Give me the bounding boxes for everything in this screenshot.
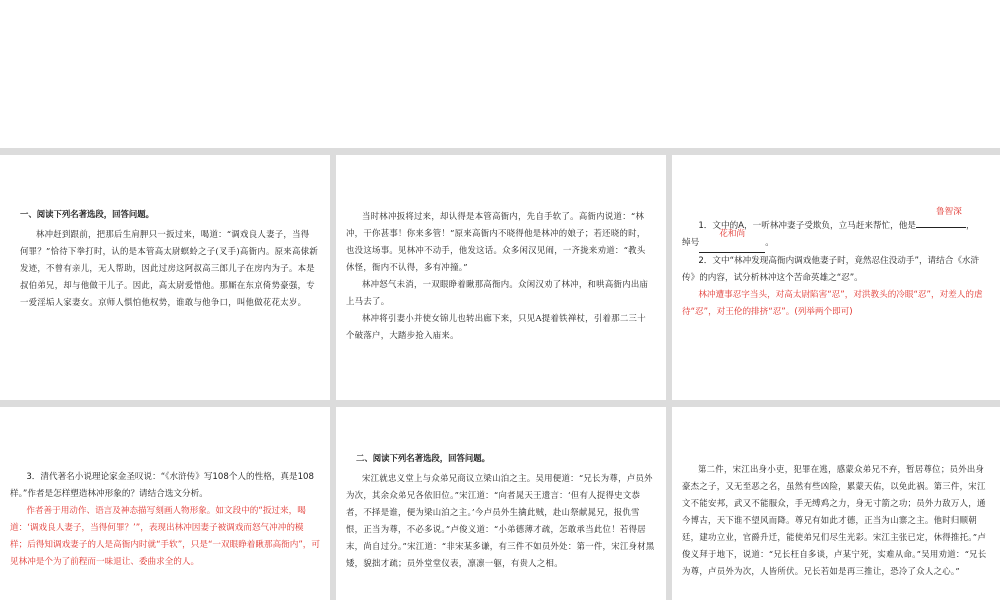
top-blank-area (0, 0, 1000, 148)
question-2: 2．文中“林冲发现高衙内调戏他妻子时，竟然忍住没动手”，请结合《水浒传》的内容，试分析林冲这个苦命英雄之“忍”。 (682, 256, 980, 283)
answer-2: 林冲遭事忍字当头，对高太尉陷害“忍”，对洪教头的冷眼“忍”，对差人的虐待“忍”，对王伦的排挤“忍”。(列举两个即可) (682, 290, 983, 317)
question-3: 3．清代著名小说理论家金圣叹说：“《水浒传》写108个人的性格，真是108样。”作者是怎样塑造林冲形象的？请结合选文分析。 (10, 472, 314, 499)
passage-paragraph: 第二件，宋江出身小吏，犯罪在逃，感蒙众弟兄不弃，暂居尊位；员外出身豪杰之子，又无至恶之名，虽然有些凶险，累蒙天佑，以免此祸。第三件，宋江文不能安邦，武又不能服众，手无缚鸡之力，身无寸箭之功；员外力敌万人，通今博古，天下谁不望风而降。尊兄有如此才德，正当为山寨之主。他时归顺朝廷，建功立业，官爵升迁，能使弟兄们尽生光彩。宋江主张已定，休得推托。”卢俊义拜于地下，说道：“兄长枉自多谈，卢某宁死，实难从命。”吴用劝道：“兄长为尊，卢员外为次，人皆所伏。兄长若如是再三推让，恐冷了众人之心。” (682, 464, 987, 576)
section-heading: 二、阅读下列名著选段，回答问题。 (356, 453, 490, 463)
question-1: 1．文中的A，一听林冲妻子受欺负，立马赶来帮忙，他是 ， (682, 217, 990, 235)
answer-name: 鲁智深 (936, 207, 962, 217)
passage-paragraph: 林冲怒气未消，一双眼睁着瞅那高衙内。众闲汉劝了林冲，和哄高衙内出庙上马去了。 (346, 279, 649, 306)
passage-paragraph: 当时林冲扳将过来，却认得是本管高衙内，先自手软了。高衙内说道：“林冲，干你甚事！你来多管！”原来高衙内不晓得他是林冲的娘子；若还晓的时，也没这场事。见林冲不动手，他发这话。众多闲汉见闹，一齐拢来劝道：“教头休怪，衙内不认得，多有冲撞。” (346, 211, 646, 272)
slide-panel-2[interactable] (336, 155, 666, 400)
answer-3: 作者善于用动作、语言及神态描写刻画人物形象。如文段中的“扳过来，喝道：‘调戏良人妻子，当得何罪？’”，表现出林冲因妻子被调戏而怒气冲冲的模样；后得知调戏妻子的人是高衙内时就“手软”，只是“一双眼睁着瞅那高衙内”，可见林冲是个为了前程而一味退让、委曲求全的人。 (10, 506, 320, 567)
answer-blank (916, 217, 966, 228)
passage-paragraph: 林冲赶到跟前，把那后生肩胛只一扳过来，喝道：“调戏良人妻子，当得何罪？”恰待下拳打时，认的是本管高太尉螟蛉之子(叉手)高衙内。原来高俅新发迹，不曾有亲儿，无人帮助，因此过房这阿叔高三郎儿子在房内为子。本是叔伯弟兄，却与他做干儿子。因此，高太尉爱惜他。那厮在东京倚势豪强，专一爱淫垢人家妻女。京师人惧怕他权势，谁敢与他争口，叫他做花花太岁。 (20, 229, 318, 307)
section-heading: 一、阅读下列名著选段，回答问题。 (20, 209, 154, 219)
slide-panel-3[interactable] (672, 155, 1000, 400)
passage-paragraph: 宋江就忠义堂上与众弟兄商议立梁山泊之主。吴用便道：“兄长为尊，卢员外为次，其余众弟兄各依旧位。”宋江道：“向者晁天王遗言：‘但有人捉得史文恭者，不择是谁，便为梁山泊之主。’今卢员外生擒此贼，赴山祭献晁兄，报仇雪恨，正当为尊，不必多说。”卢俊义道：“小弟德薄才疏，怎敢承当此位！若得居末，尚自过分。”宋江道：“非宋某多谦，有三件不如员外处：第一件，宋江身材黑矮，貌拙才疏；员外堂堂仪表，凛凛一躯，有贵人之相。 (346, 473, 655, 568)
question-1-nickname: 绰号 花和尚 。 (682, 235, 990, 253)
slide-panel-5[interactable] (336, 407, 666, 600)
slide-panel-6[interactable] (672, 407, 1000, 600)
answer-blank-nickname: 花和尚 (699, 235, 765, 253)
slide-panel-1[interactable] (0, 155, 330, 400)
slide-panel-4[interactable] (0, 407, 330, 600)
passage-paragraph: 林冲将引妻小并使女锦儿也转出廊下来，只见A提着铁禅杖，引着那二三十个破落户，大踏步抢入庙来。 (346, 313, 646, 340)
